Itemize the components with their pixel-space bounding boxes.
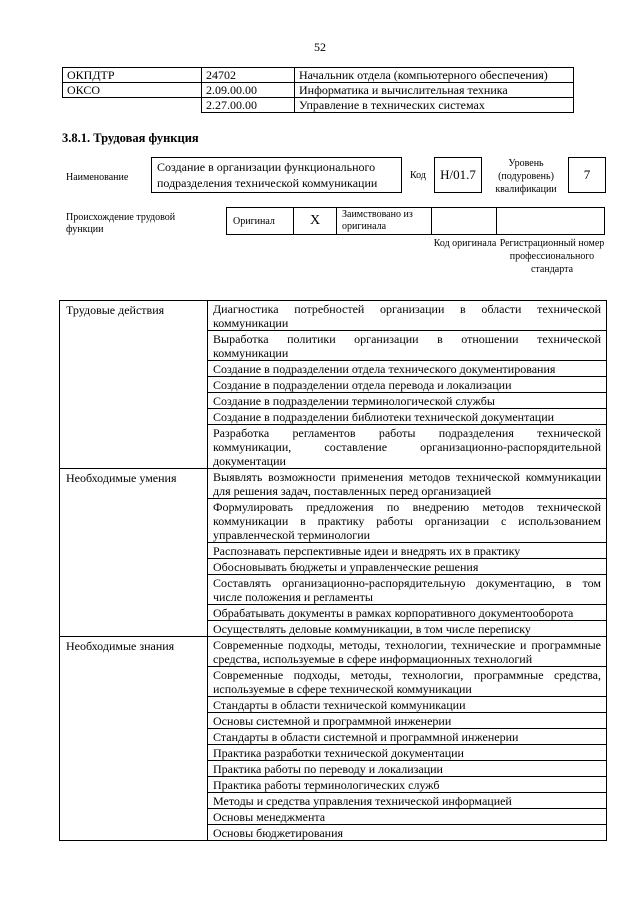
list-item: Методы и средства управления технической информацией — [208, 793, 607, 809]
value-cell: 24702 — [202, 68, 295, 83]
list-item: Современные подходы, методы, технологии, программные средства, используемые в сфере технической коммуникации — [208, 667, 607, 697]
list-item: Создание в подразделении библиотеки технической документации — [208, 409, 607, 425]
list-item: Основы бюджетирования — [208, 825, 607, 841]
table-row — [63, 98, 574, 113]
section-title-knowledge: Необходимые знания — [60, 637, 208, 841]
list-item: Разработка регламентов работы подразделения технической коммуникации, составление организационно-распорядительной документации — [208, 425, 607, 469]
original-label: Оригинал — [226, 207, 294, 235]
list-item: Выработка политики организации в отношении технической коммуникации — [208, 331, 607, 361]
table-row — [60, 637, 607, 667]
table-row — [60, 469, 607, 499]
table-row — [63, 83, 574, 98]
section-title: 3.8.1. Трудовая функция — [62, 131, 199, 145]
table-row — [63, 68, 574, 83]
list-item: Современные подходы, методы, технологии, технические и программные средства, используемые в сфере информационных технологий — [208, 637, 607, 667]
reg-number-label: Регистрационный номер профессионального стандарта — [499, 238, 605, 275]
borrowed-label: Заимствовано из оригинала — [336, 207, 432, 235]
list-item: Практика работы по переводу и локализации — [208, 761, 607, 777]
codes-table — [62, 67, 574, 113]
list-item: Создание в подразделении терминологической службы — [208, 393, 607, 409]
section-title-skills: Необходимые умения — [60, 469, 208, 637]
list-item: Диагностика потребностей организации в области технической коммуникации — [208, 301, 607, 331]
code-cell — [63, 98, 202, 113]
function-name-box: Создание в организации функционального подразделения технической коммуникации — [151, 157, 402, 193]
value-cell: 2.27.00.00 — [202, 98, 295, 113]
desc-cell: Управление в технических системах — [295, 98, 574, 113]
list-item: Обосновывать бюджеты и управленческие решения — [208, 559, 607, 575]
list-item: Обрабатывать документы в рамках корпоративного документооборота — [208, 605, 607, 621]
section-title-actions: Трудовые действия — [60, 301, 208, 469]
list-item: Создание в подразделении отдела перевода и локализации — [208, 377, 607, 393]
function-details-table — [59, 300, 607, 841]
code-cell: ОКСО — [63, 83, 202, 98]
code-label: Код — [410, 169, 426, 181]
desc-cell: Начальник отдела (компьютерного обеспечения) — [295, 68, 574, 83]
level-value-box: 7 — [568, 157, 606, 193]
name-label: Наименование — [66, 172, 129, 183]
list-item: Практика работы терминологических служб — [208, 777, 607, 793]
page-number: 52 — [314, 40, 326, 54]
list-item: Стандарты в области технической коммуникации — [208, 697, 607, 713]
original-mark: X — [293, 207, 337, 235]
list-item: Осуществлять деловые коммуникации, в том числе переписку — [208, 621, 607, 637]
list-item: Создание в подразделении отдела технического документирования — [208, 361, 607, 377]
list-item: Составлять организационно-распорядительную документацию, в том числе положения и регламенты — [208, 575, 607, 605]
list-item: Практика разработки технической документации — [208, 745, 607, 761]
reg-number-cell — [496, 207, 605, 235]
level-label: Уровень (подуровень) квалификации — [495, 158, 557, 195]
list-item: Стандарты в области системной и программной инженерии — [208, 729, 607, 745]
list-item: Основы системной и программной инженерии — [208, 713, 607, 729]
list-item: Распознавать перспективные идеи и внедрять их в практику — [208, 543, 607, 559]
table-row — [60, 301, 607, 331]
list-item: Основы менеджмента — [208, 809, 607, 825]
list-item: Выявлять возможности применения методов технической коммуникации для решения задач, поставленных перед организацией — [208, 469, 607, 499]
desc-cell: Информатика и вычислительная техника — [295, 83, 574, 98]
code-original-label: Код оригинала — [433, 238, 497, 249]
list-item: Формулировать предложения по внедрению методов технической коммуникации в практику работы организации с использованием управленческой терминологии — [208, 499, 607, 543]
code-original-cell — [431, 207, 497, 235]
origin-label: Происхождение трудовой функции — [66, 212, 176, 235]
code-cell: ОКПДТР — [63, 68, 202, 83]
code-value-box: H/01.7 — [434, 157, 482, 193]
value-cell: 2.09.00.00 — [202, 83, 295, 98]
